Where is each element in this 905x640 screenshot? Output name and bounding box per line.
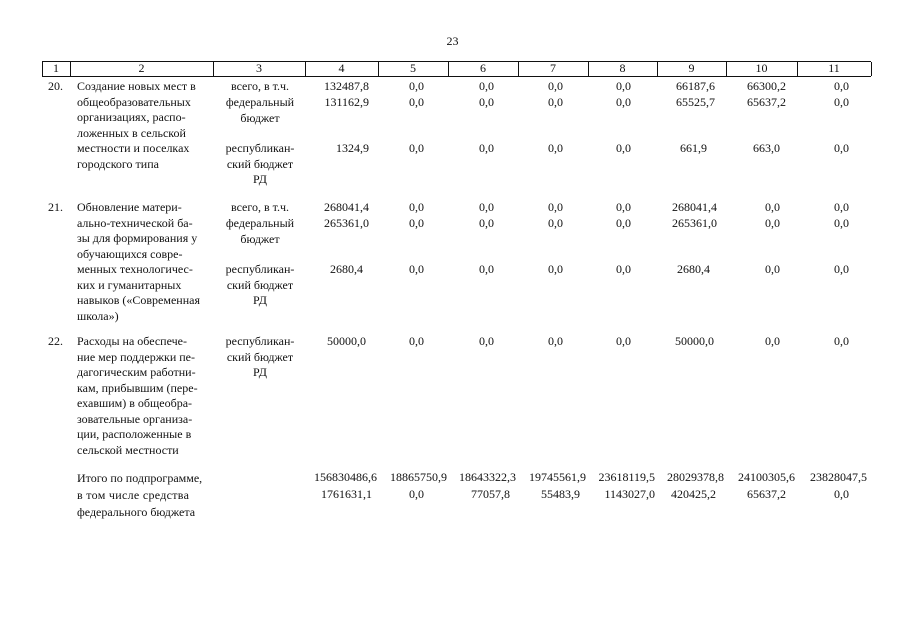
column-header: 10 (755, 61, 768, 75)
value-cell: 0,0 (479, 200, 494, 214)
description-line: местности и поселках (77, 141, 190, 155)
table-header-divider (871, 62, 872, 76)
description-line: зы для формирования у (77, 231, 198, 245)
source-line: ский бюджет (226, 277, 294, 292)
value-cell: 2680,4 (330, 262, 363, 276)
row-description (77, 79, 209, 172)
row-number: 21. (48, 200, 63, 214)
description-line: ции, расположенные в (77, 427, 192, 441)
value-cell: 2680,4 (677, 262, 710, 276)
description-line: федерального бюджета (77, 505, 196, 519)
total-value-cell: 24100305,6 (738, 470, 795, 484)
column-header: 4 (338, 61, 345, 75)
total-description (77, 470, 202, 521)
description-line: в том числе средства (77, 488, 190, 502)
value-cell: 265361,0 (324, 216, 369, 230)
source-line: ский бюджет (226, 156, 294, 171)
description-line: сельской местности (77, 442, 179, 457)
source-line: бюджет (240, 231, 280, 246)
source-line: РД (253, 365, 267, 379)
value-cell: 0,0 (616, 79, 631, 93)
value-cell: 1324,9 (336, 141, 369, 155)
column-header: 8 (619, 61, 626, 75)
table-header-bottom-rule (42, 76, 871, 77)
value-cell: 0,0 (409, 95, 424, 109)
column-header: 6 (480, 61, 486, 75)
description-line: зовательные организа- (77, 411, 193, 426)
value-cell: 50000,0 (327, 334, 366, 348)
value-cell: 0,0 (834, 200, 849, 214)
column-header: 2 (138, 61, 145, 75)
total-value-cell: 1761631,1 (321, 487, 372, 501)
value-cell: 0,0 (834, 95, 849, 109)
value-cell: 0,0 (616, 216, 631, 230)
total-value-cell: 55483,9 (541, 487, 580, 501)
value-cell: 268041,4 (672, 200, 717, 214)
total-value-cell: 28029378,8 (667, 470, 724, 484)
total-value-cell: 23618119,5 (598, 470, 655, 484)
value-cell: 663,0 (753, 141, 780, 155)
value-cell: 0,0 (548, 95, 563, 109)
value-cell: 0,0 (616, 200, 631, 214)
description-line: навыков («Современная (77, 293, 200, 307)
value-cell: 0,0 (409, 334, 424, 348)
row-description (77, 334, 209, 458)
value-cell: 0,0 (409, 262, 424, 276)
funding-source-republican (218, 262, 302, 309)
value-cell: 131162,9 (324, 95, 369, 109)
value-cell: 0,0 (479, 334, 494, 348)
source-line: федеральный (225, 216, 295, 230)
page-number: 23 (446, 34, 459, 48)
funding-source-total: всего, в т.ч. (230, 79, 290, 93)
row-description (77, 200, 209, 324)
total-value-cell: 0,0 (409, 487, 424, 501)
source-line: ский бюджет (226, 349, 294, 364)
column-header: 1 (53, 61, 59, 75)
description-line: ально-технической ба- (77, 215, 193, 230)
source-line: РД (253, 293, 267, 307)
value-cell: 268041,4 (324, 200, 369, 214)
value-cell: 0,0 (548, 79, 563, 93)
description-line: организациях, распо- (77, 110, 186, 124)
total-value-cell: 1143027,0 (604, 487, 655, 501)
value-cell: 50000,0 (675, 334, 714, 348)
value-cell: 0,0 (409, 79, 424, 93)
value-cell: 0,0 (548, 141, 563, 155)
description-line: дагогическим работни- (77, 365, 196, 379)
description-line: менных технологичес- (77, 262, 193, 276)
value-cell: 0,0 (479, 79, 494, 93)
funding-source-total: всего, в т.ч. (230, 200, 290, 214)
description-line: школа») (77, 308, 119, 323)
description-line: ких и гуманитарных (77, 277, 182, 292)
column-header: 11 (828, 61, 840, 75)
total-value-cell: 420425,2 (671, 487, 716, 501)
description-line: ние мер поддержки пе- (77, 349, 195, 364)
description-line: кам, прибывшим (пере- (77, 380, 198, 395)
source-line: РД (253, 172, 267, 186)
column-header: 7 (550, 61, 556, 75)
value-cell: 65637,2 (747, 95, 786, 109)
description-line: общеобразовательных (77, 94, 191, 109)
source-line: республикан- (225, 334, 295, 348)
total-value-cell: 18643322,3 (459, 470, 516, 484)
value-cell: 0,0 (765, 262, 780, 276)
row-number: 22. (48, 334, 63, 348)
description-line: Обновление матери- (77, 200, 182, 214)
value-cell: 0,0 (548, 334, 563, 348)
source-line: республикан- (225, 262, 295, 276)
description-line: Создание новых мест в (77, 79, 196, 93)
value-cell: 0,0 (834, 334, 849, 348)
total-value-cell: 65637,2 (747, 487, 786, 501)
total-value-cell: 23828047,5 (810, 470, 867, 484)
value-cell: 661,9 (680, 141, 707, 155)
value-cell: 0,0 (409, 141, 424, 155)
value-cell: 0,0 (409, 216, 424, 230)
total-value-cell: 77057,8 (471, 487, 510, 501)
column-header: 5 (410, 61, 416, 75)
value-cell: 0,0 (616, 262, 631, 276)
value-cell: 0,0 (616, 95, 631, 109)
funding-source-federal (218, 216, 302, 247)
value-cell: 66187,6 (676, 79, 715, 93)
value-cell: 0,0 (834, 262, 849, 276)
description-line: Итого по подпрограмме, (77, 471, 203, 485)
row-number: 20. (48, 79, 63, 93)
total-value-cell: 156830486,6 (314, 470, 377, 484)
source-line: республикан- (225, 141, 295, 155)
description-line: ехавшим) в общеобра- (77, 396, 193, 410)
description-line: обучающихся совре- (77, 246, 183, 261)
value-cell: 0,0 (834, 216, 849, 230)
value-cell: 0,0 (548, 200, 563, 214)
source-line: бюджет (240, 110, 280, 125)
description-line: городского типа (77, 156, 159, 171)
value-cell: 265361,0 (672, 216, 717, 230)
value-cell: 0,0 (765, 200, 780, 214)
funding-source-republican (218, 334, 302, 381)
funding-source-republican (218, 141, 302, 188)
value-cell: 0,0 (616, 334, 631, 348)
value-cell: 0,0 (479, 262, 494, 276)
value-cell: 0,0 (765, 216, 780, 230)
value-cell: 66300,2 (747, 79, 786, 93)
column-header: 3 (256, 61, 262, 75)
value-cell: 0,0 (409, 200, 424, 214)
value-cell: 0,0 (834, 79, 849, 93)
description-line: ложенных в сельской (77, 125, 186, 140)
source-line: федеральный (225, 95, 295, 109)
funding-source-federal (218, 95, 302, 126)
value-cell: 0,0 (479, 216, 494, 230)
value-cell: 0,0 (479, 141, 494, 155)
value-cell: 0,0 (548, 216, 563, 230)
value-cell: 0,0 (616, 141, 631, 155)
value-cell: 65525,7 (676, 95, 715, 109)
description-line: Расходы на обеспече- (77, 334, 187, 348)
value-cell: 0,0 (548, 262, 563, 276)
total-value-cell: 0,0 (834, 487, 849, 501)
total-value-cell: 18865750,9 (390, 470, 447, 484)
column-header: 9 (688, 61, 695, 75)
total-value-cell: 19745561,9 (529, 470, 586, 484)
value-cell: 0,0 (834, 141, 849, 155)
value-cell: 0,0 (765, 334, 780, 348)
value-cell: 0,0 (479, 95, 494, 109)
value-cell: 132487,8 (324, 79, 369, 93)
